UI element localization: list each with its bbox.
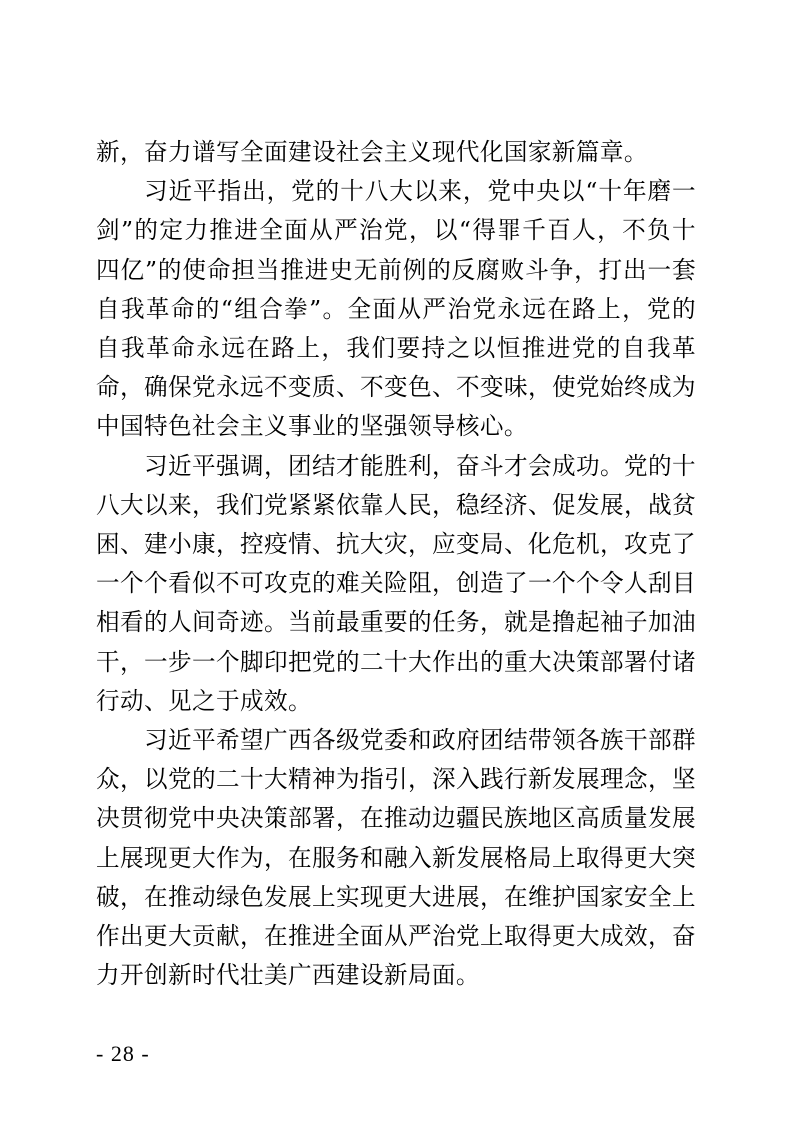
paragraph: 习近平强调，团结才能胜利，奋斗才会成功。党的十八大以来，我们党紧紧依靠人民，稳经济、促发展，战贫困、建小康，控疫情、抗大灾，应变局、化危机，攻克了一个个看似不可攻克的难关险阻，创造了一个个令人刮目相看的人间奇迹。当前最重要的任务，就是撸起袖子加油干，一步一个脚印把党的二十大作出的重大决策部署付诸行动、见之于成效。: [96, 451, 696, 715]
page-number: - 28 -: [96, 1041, 150, 1066]
paragraph: 习近平希望广西各级党委和政府团结带领各族干部群众，以党的二十大精神为指引，深入践行新发展理念，坚决贯彻党中央决策部署，在推动边疆民族地区高质量发展上展现更大作为，在服务和融入新发展格局上取得更大突破，在推动绿色发展上实现更大进展，在维护国家安全上作出更大贡献，在推进全面从严治党上取得更大成效，奋力开创新时代壮美广西建设新局面。: [96, 726, 696, 990]
document-body: [96, 133, 696, 995]
paragraph: 习近平指出，党的十八大以来，党中央以“十年磨一剑”的定力推进全面从严治党，以“得罪千百人，不负十四亿”的使命担当推进史无前例的反腐败斗争，打出一套自我革命的“组合拳”。全面从严治党永远在路上，党的自我革命永远在路上，我们要持之以恒推进党的自我革命，确保党永远不变质、不变色、不变味，使党始终成为中国特色社会主义事业的坚强领导核心。: [96, 177, 696, 441]
paragraph: 新，奋力谱写全面建设社会主义现代化国家新篇章。: [96, 138, 648, 166]
